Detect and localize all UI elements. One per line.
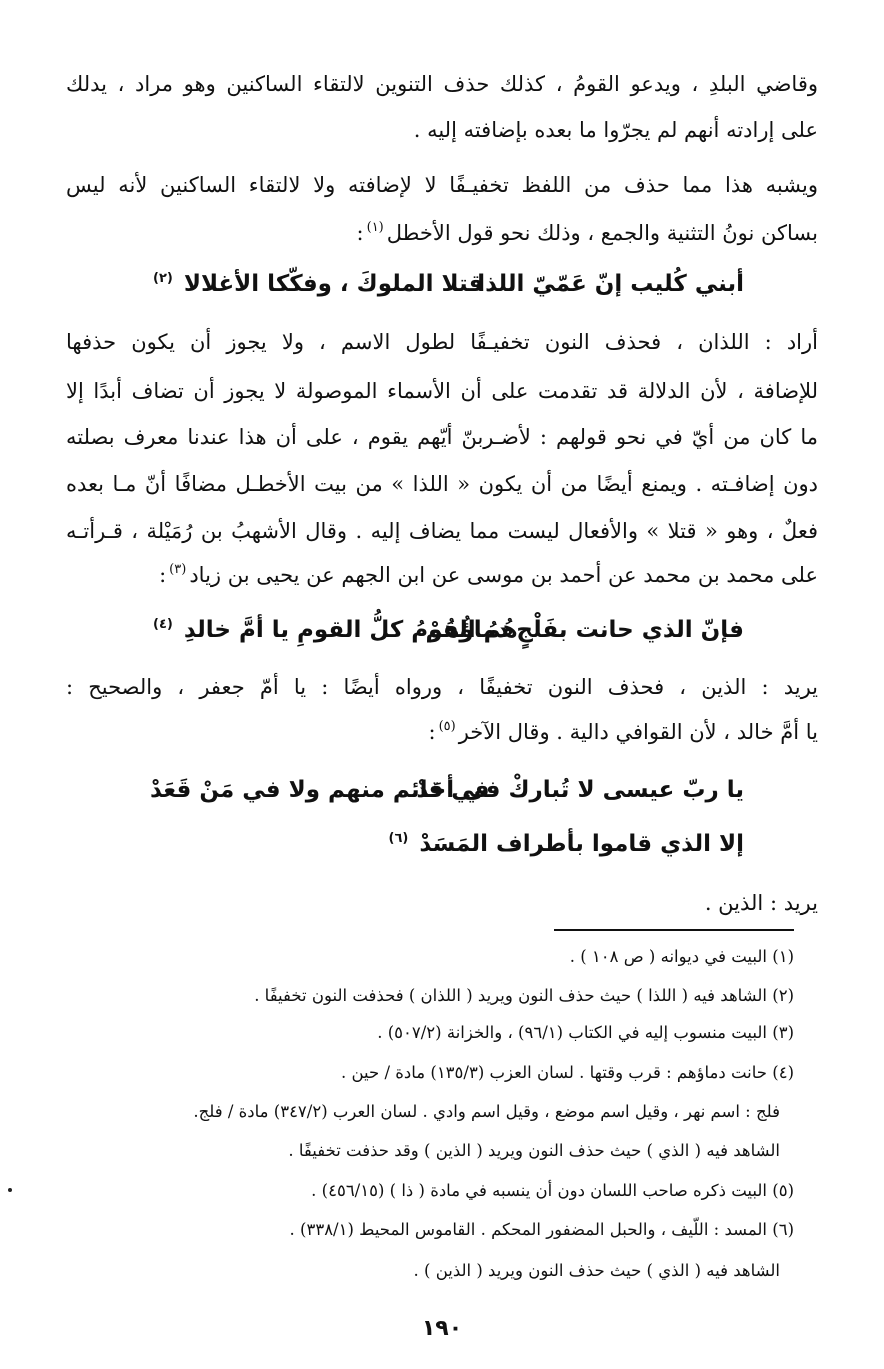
verse-3-third-text: إلا الذي قاموا بأطراف المَسَدْ — [419, 831, 744, 857]
body-line-9: فعلٌ ، وهو « قتلا » والأفعال ليست مما يضاف إليه . وقال الأشهبُ بن رُمَيْلة ، قـرأتـه — [66, 519, 818, 543]
note-ref-3: (٣) — [169, 562, 187, 577]
verse-3-first-hemistich: يا ربّ عيسى لا تُباركْ في أحَدْ — [416, 777, 744, 803]
verse-1-first-hemistich: أبني كُليب إنّ عَمّيّ اللذا — [477, 271, 744, 297]
scan-mark — [8, 1188, 12, 1192]
footnote-5: (٥) البيت ذكره صاحب اللسان دون أن ينسبه في مادة ( ذا ) (٤٥٦/١٥) . — [311, 1181, 794, 1200]
footnote-6: (٦) المسد : اللّيف ، والحبل المضفور المحكم . القاموس المحيط (٣٣٨/١) . — [289, 1220, 794, 1239]
verse-2-note: (٤) — [153, 617, 173, 632]
footnote-2: (٢) الشاهد فيه ( اللذا ) حيث حذف النون ويريد ( اللذان ) فحذفت النون تخفيفًا . — [254, 986, 794, 1005]
body-line-7: ما كان من أيّ في نحو قولهم : لأضـربنّ أيّهم يقوم ، على أن هذا عندنا معرف بصلته — [66, 425, 818, 449]
body-line-8: دون إضافـته . ويمنع أيضًا من أن يكون « اللذا » من بيت الأخطـل مضافًا أنّ مـا بعده — [66, 472, 818, 496]
verse-1-second-hemistich — [150, 262, 483, 310]
footnote-3: (٣) البيت منسوب إليه في الكتاب (٩٦/١) ، والخزانة (٥٠٧/٢) . — [377, 1023, 794, 1042]
body-line-10-text: على محمد بن محمد عن أحمد بن موسى عن ابن الجهم عن يحيى بن زياد — [189, 563, 818, 587]
body-line-12 — [66, 712, 818, 756]
body-line-6: للإضافة ، لأن الدلالة قد تقدمت على أن الأسماء الموصولة لا يجوز أن تضاف أبدًا إلا — [66, 379, 818, 403]
footnote-4-cont-1: فلج : اسم نهر ، وقيل اسم موضع ، وقيل اسم وادي . لسان العرب (٣٤٧/٢) مادة / فلج. — [193, 1102, 780, 1121]
footnote-divider — [554, 929, 794, 931]
body-line-13: يريد : الذين . — [704, 891, 818, 915]
body-line-2: على إرادته أنهم لم يجرّوا ما بعده بإضافته إليه . — [413, 118, 818, 142]
footnote-4-cont-2: الشاهد فيه ( الذي ) حيث حذف النون ويريد ( الذين ) وقد حذفت تخفيفًا . — [288, 1141, 780, 1160]
page-number: ١٩٠ — [421, 1316, 463, 1341]
body-line-1: وقاضي البلدِ ، ويدعو القومُ ، كذلك حذف التنوين لالتقاء الساكنين وهو مراد ، يدلك — [66, 72, 818, 96]
colon-2: : — [159, 563, 167, 587]
body-line-4 — [66, 213, 818, 257]
body-line-3: ويشبه هذا مما حذف من اللفظ تخفيـفًا لا لإضافته ولا لالتقاء الساكنين لأنه ليس — [66, 173, 818, 197]
colon-3: : — [428, 720, 436, 744]
body-line-4-text: بساكن نونُ التثنية والجمع ، وذلك نحو قول الأخطل — [386, 221, 818, 245]
note-ref-1: (١) — [366, 220, 384, 235]
colon-1: : — [356, 221, 364, 245]
verse-1-note: (٢) — [153, 271, 173, 286]
verse-1-second-text: قتلا الملوكَ ، وفكّكا الأغلالا — [183, 271, 484, 297]
verse-2-second-text: هُمُ القومُ كلُّ القومِ يا أمَّ خالدِ — [183, 617, 518, 643]
footnote-1: (١) البيت في ديوانه ( ص ١٠٨ ) . — [569, 947, 794, 966]
note-ref-5: (٥) — [438, 719, 456, 734]
verse-3-note: (٦) — [388, 831, 409, 846]
verse-3-third-hemistich — [386, 822, 745, 870]
body-line-11: يريد : الذين ، فحذف النون تخفيفًا ، ورواه أيضًا : يا أمّ جعفر ، والصحيح : — [66, 675, 818, 699]
verse-3-second-hemistich: في قائم منهم ولا في مَنْ قَعَدْ — [150, 777, 490, 803]
verse-2-second-hemistich — [150, 608, 518, 656]
footnote-4: (٤) حانت دماؤهم : قرب وقتها . لسان العزب (١٣٥/٣) مادة / حين . — [340, 1063, 794, 1082]
body-line-10 — [66, 555, 818, 599]
body-line-5: أراد : اللذان ، فحذف النون تخفيـفًا لطول الاسم ، ولا يجوز أن يكون حذفها — [66, 330, 818, 354]
verse-2-first-hemistich: فإنّ الذي حانت بفَلْجٍ دماؤُهُمْ — [425, 617, 744, 643]
body-line-12-text: يا أمَّ خالد ، لأن القوافي دالية . وقال الآخر — [458, 720, 818, 744]
footnote-6-cont: الشاهد فيه ( الذي ) حيث حذف النون ويريد ( الذين ) . — [413, 1261, 780, 1280]
